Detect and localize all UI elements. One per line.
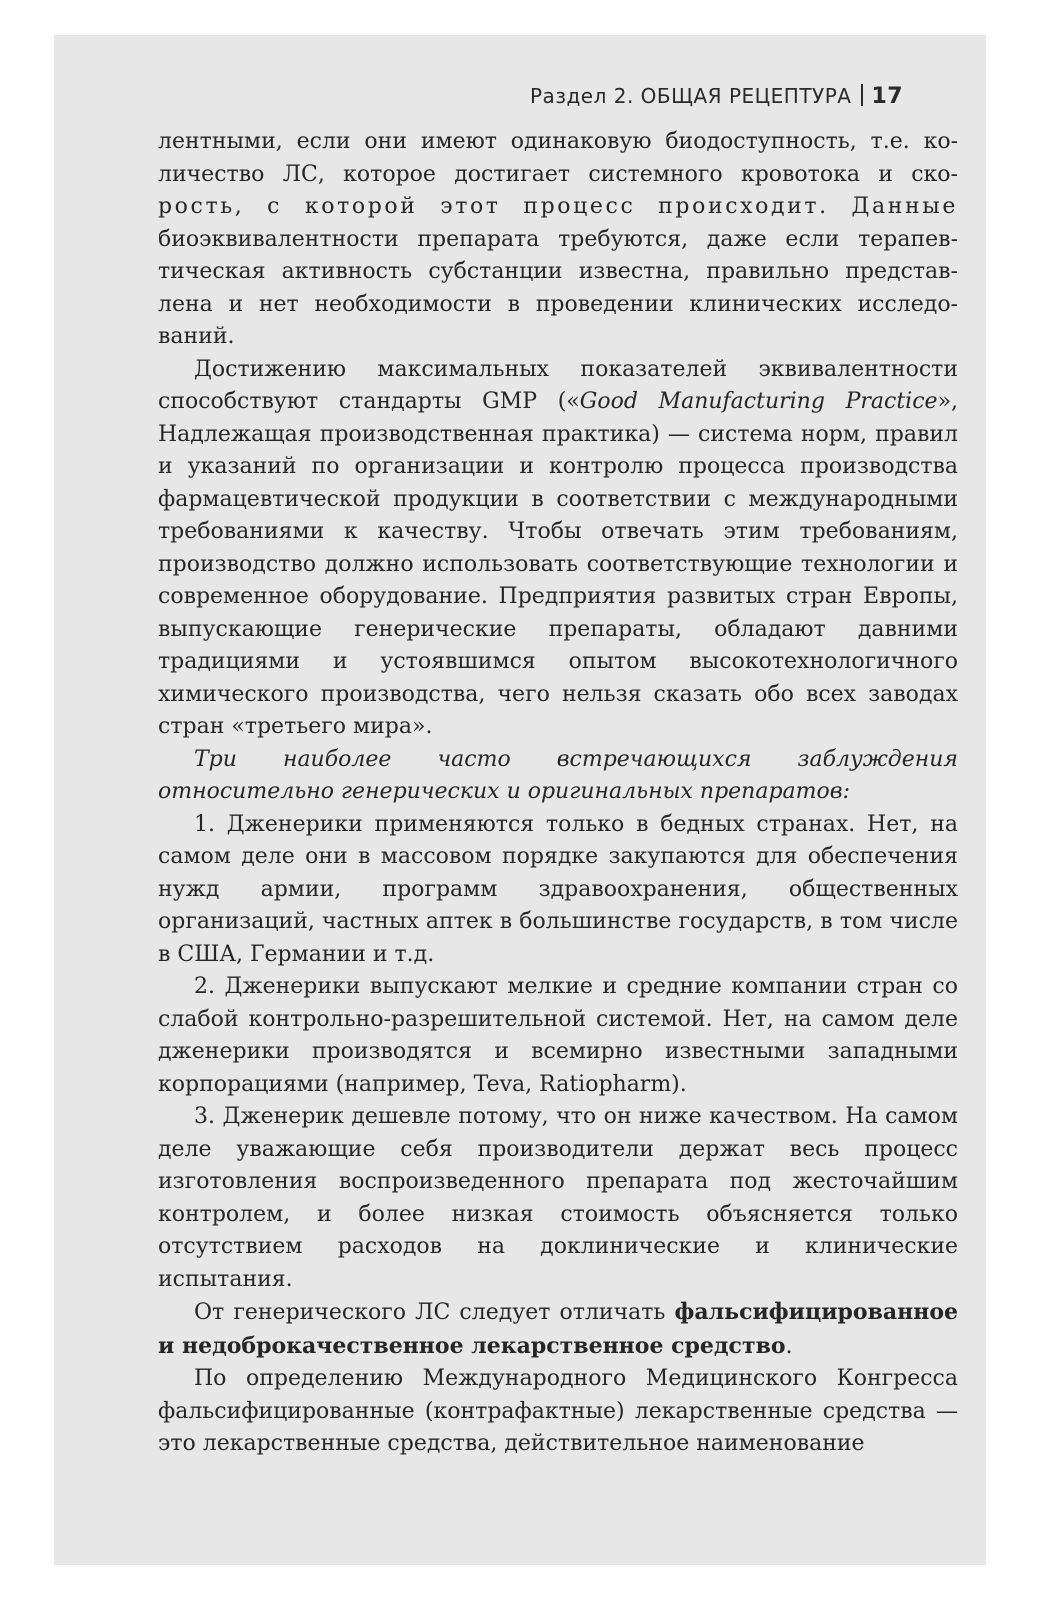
para1-line: личество ЛС, которое достигает системного кровотока и ско- (158, 161, 958, 187)
para2-text-start: Достижению максимальных показателей эквивалентности способствуют стандарты GMP (« (158, 356, 958, 414)
list-item: 1. Дженерики применяются только в бедных странах. Нет, на самом деле они в массовом порядке закупаются для обеспечения нужд армии, программ здравоохранения, общественных организаций, частных аптек в большинстве государств, в том числе в США, Германии и т.д. (158, 811, 958, 967)
para1-line: тическая активность субстанции известна, правильно представ- (158, 259, 958, 284)
misconceptions-heading: Три наиболее часто встречающихся заблуждения относительно генерических и оригинальных препаратов: (158, 746, 958, 804)
paragraph-continued (158, 126, 958, 354)
section-title: Раздел 2. ОБЩАЯ РЕЦЕПТУРА (530, 84, 852, 108)
para2-text-end: », Надлежащая производственная практика) — система норм, правил и указаний по организации и контролю процесса производства фармацевтической продукции в соответствии с международными требованиями к качеству. Чтобы отвечать этим требованиям, производство должно использовать соответствующие технологии и современное оборудование. Предприятия развитых стран Европы, выпускающие генерические препараты, обладают давними традициями и устоявшимся опытом высокотехнологичного химического производства, чего нельзя сказать обо всех заводах стран «третьего мира». (158, 389, 959, 739)
paragraph-gmp (158, 354, 958, 744)
gmp-term: Good Manufacturing Practice (579, 389, 938, 414)
paragraph-falsified (158, 1296, 958, 1363)
para4-text-start: От генерического ЛС следует отличать (194, 1300, 675, 1325)
list-item: 2. Дженерики выпускают мелкие и средние компании стран со слабой контрольно-разрешительной системой. Нет, на самом деле дженерики производятся и всемирно известными западными корпорациями (например, Teva, Ratiopharm). (158, 974, 958, 1097)
page-number: 17 (871, 84, 904, 109)
running-header (530, 84, 970, 118)
falsified-term: фальсифицированное и недоброкачественное лекарственное средство (158, 1299, 958, 1359)
para1-line: биоэквивалентности препарата требуются, даже если терапев- (158, 226, 958, 252)
paragraph-definition: По определению Международного Медицинского Конгресса фальсифицированные (контрафактные) лекарственные средства — это лекарственные средства, действительное наименование (158, 1366, 958, 1456)
list-item: 3. Дженерик дешевле потому, что он ниже качеством. На самом деле уважающие себя производители держат весь процесс изготовления воспроизведенного препарата под жесточайшим контролем, и более низкая стоимость объясняется только отсутствием расходов на доклинические и клинические испытания. (158, 1104, 958, 1292)
para1-line: лена и нет необходимости в проведении клинических исследо- (158, 291, 958, 317)
para1-line: лентными, если они имеют одинаковую биодоступность, т.е. ко- (158, 129, 958, 154)
para1-line: рость, с которой этот процесс происходит. Данные (158, 194, 958, 219)
header-separator (861, 84, 863, 106)
para4-text-end: . (785, 1333, 793, 1359)
body-text (158, 126, 958, 1461)
para1-line: ваний. (158, 324, 235, 349)
